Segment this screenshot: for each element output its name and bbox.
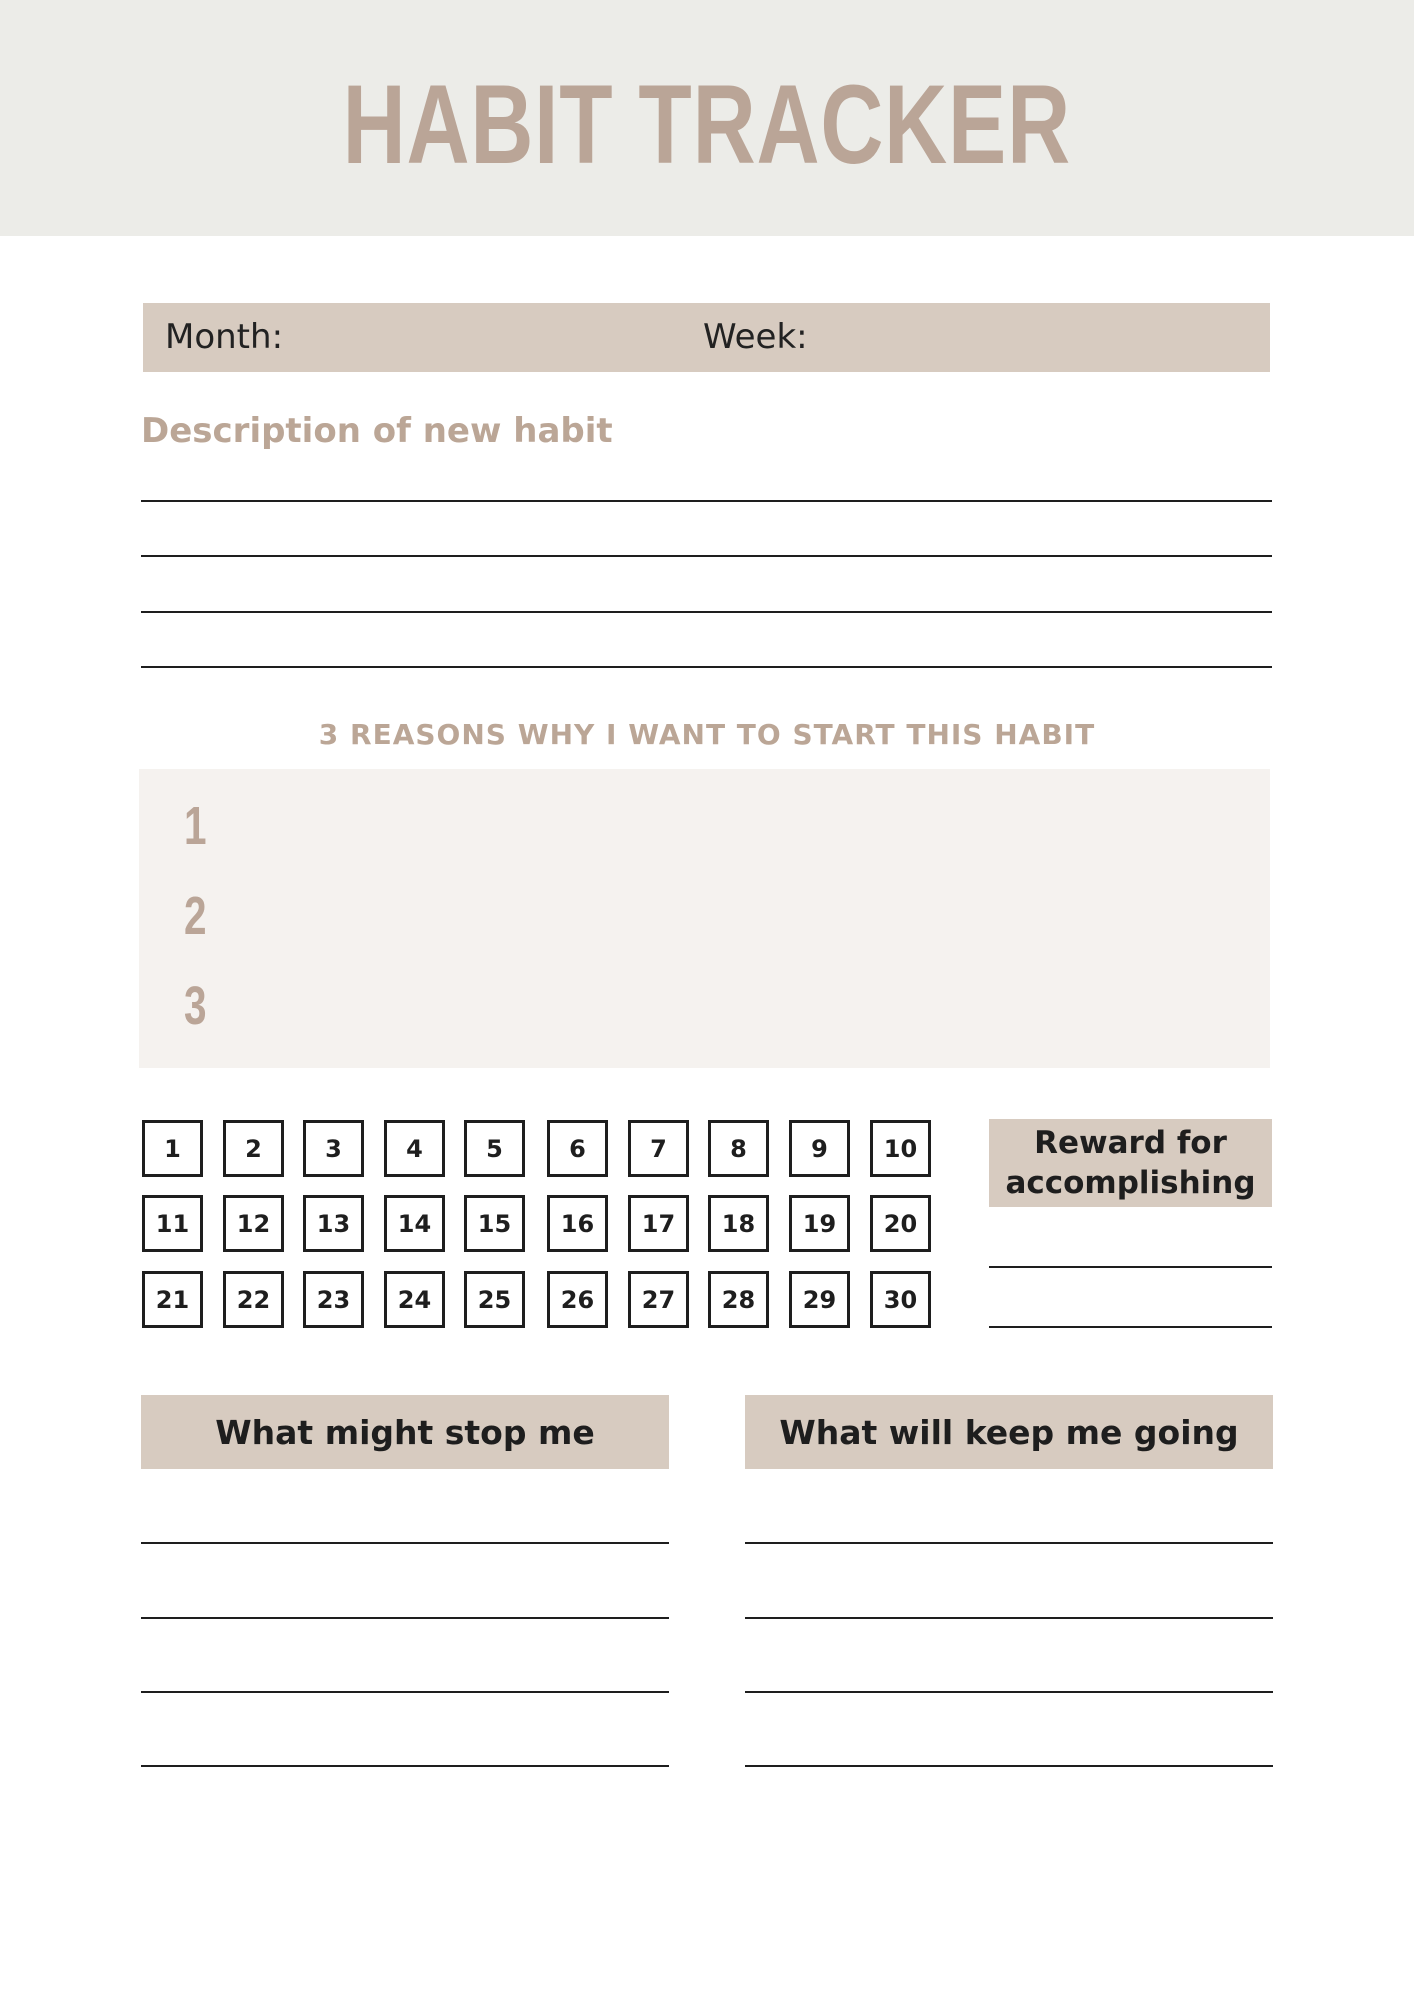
description-line[interactable] [141,666,1272,668]
obstacles-line[interactable] [141,1765,669,1767]
motivation-line[interactable] [745,1542,1273,1544]
day-box[interactable]: 28 [708,1271,769,1328]
reason-number: 1 [184,796,207,856]
obstacles-heading: What might stop me [141,1395,669,1469]
day-box[interactable]: 6 [547,1120,608,1177]
obstacles-line[interactable] [141,1542,669,1544]
month-label: Month: [165,317,284,357]
reason-number: 2 [184,886,207,946]
day-box[interactable]: 11 [142,1195,203,1252]
day-box[interactable]: 18 [708,1195,769,1252]
day-box[interactable]: 29 [789,1271,850,1328]
description-line[interactable] [141,500,1272,502]
day-box[interactable]: 12 [223,1195,284,1252]
reasons-box[interactable] [139,769,1270,1068]
page-title: HABIT TRACKER [342,62,1071,187]
day-box[interactable]: 3 [303,1120,364,1177]
motivation-line[interactable] [745,1691,1273,1693]
week-label: Week: [703,317,808,357]
day-box[interactable]: 8 [708,1120,769,1177]
day-box[interactable]: 20 [870,1195,931,1252]
reward-label: Reward for accomplishing [1005,1125,1256,1201]
day-box[interactable]: 22 [223,1271,284,1328]
description-heading: Description of new habit [141,411,613,451]
motivation-line[interactable] [745,1617,1273,1619]
day-box[interactable]: 27 [628,1271,689,1328]
day-box[interactable]: 10 [870,1120,931,1177]
reason-number: 3 [184,976,207,1036]
day-box[interactable]: 13 [303,1195,364,1252]
day-box[interactable]: 25 [464,1271,525,1328]
day-box[interactable]: 23 [303,1271,364,1328]
day-box[interactable]: 15 [464,1195,525,1252]
obstacles-line[interactable] [141,1617,669,1619]
day-box[interactable]: 24 [384,1271,445,1328]
day-box[interactable]: 16 [547,1195,608,1252]
description-line[interactable] [141,555,1272,557]
day-box[interactable]: 5 [464,1120,525,1177]
obstacles-line[interactable] [141,1691,669,1693]
day-box[interactable]: 19 [789,1195,850,1252]
reasons-heading: 3 REASONS WHY I WANT TO START THIS HABIT [318,718,1096,751]
day-box[interactable]: 17 [628,1195,689,1252]
day-box[interactable]: 30 [870,1271,931,1328]
motivation-heading: What will keep me going [745,1395,1273,1469]
day-box[interactable]: 9 [789,1120,850,1177]
day-box[interactable]: 26 [547,1271,608,1328]
day-box[interactable]: 2 [223,1120,284,1177]
description-line[interactable] [141,611,1272,613]
day-box[interactable]: 7 [628,1120,689,1177]
day-box[interactable]: 21 [142,1271,203,1328]
day-box[interactable]: 1 [142,1120,203,1177]
reward-line[interactable] [989,1326,1272,1328]
motivation-line[interactable] [745,1765,1273,1767]
day-box[interactable]: 4 [384,1120,445,1177]
reward-line[interactable] [989,1266,1272,1268]
day-box[interactable]: 14 [384,1195,445,1252]
reward-box [989,1119,1272,1207]
